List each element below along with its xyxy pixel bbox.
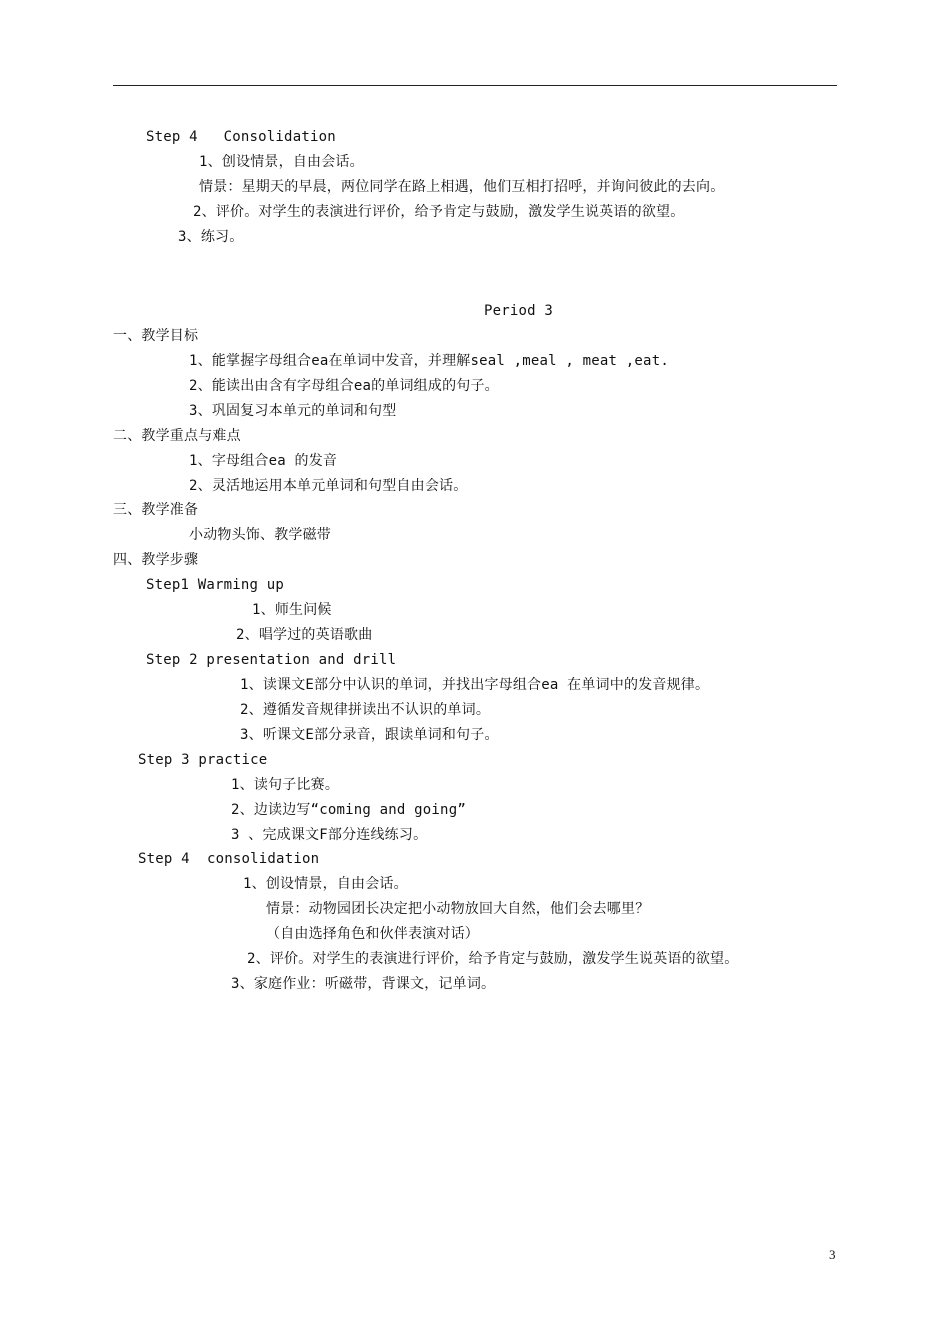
section-heading-4: 四、教学步骤 bbox=[113, 552, 199, 568]
page-number: 3 bbox=[829, 1247, 836, 1262]
step4-item-1: 1、创设情景，自由会话。 bbox=[199, 154, 364, 170]
goal-item-2: 2、能读出由含有字母组合ea的单词组成的句子。 bbox=[189, 378, 499, 394]
period-title: Period 3 bbox=[484, 303, 554, 319]
header-rule bbox=[113, 85, 837, 86]
step4-scenario: 情景：星期天的早晨，两位同学在路上相遇，他们互相打招呼，并询问彼此的去向。 bbox=[199, 179, 725, 195]
step4-item-3: 3、练习。 bbox=[178, 229, 244, 245]
step3-item-2: 2、边读边写“coming and going” bbox=[231, 802, 466, 818]
goal-item-3: 3、巩固复习本单元的单词和句型 bbox=[189, 403, 397, 419]
step4-heading: Step 4 Consolidation bbox=[146, 129, 336, 145]
section-heading-1: 一、教学目标 bbox=[113, 328, 199, 344]
focus-item-2: 2、灵活地运用本单元单词和句型自由会话。 bbox=[189, 478, 468, 494]
step4b-item-3: 3、家庭作业：听磁带，背课文，记单词。 bbox=[231, 976, 496, 992]
step4b-heading: Step 4 consolidation bbox=[138, 851, 320, 867]
step3-item-3: 3 、完成课文F部分连线练习。 bbox=[231, 827, 428, 843]
section-heading-2: 二、教学重点与难点 bbox=[113, 428, 241, 444]
step1-item-2: 2、唱学过的英语歌曲 bbox=[236, 627, 373, 643]
step4b-item-1: 1、创设情景，自由会话。 bbox=[243, 876, 408, 892]
step4b-scenario: 情景：动物园团长决定把小动物放回大自然，他们会去哪里？ bbox=[266, 901, 650, 917]
step4b-roleplay-note: （自由选择角色和伙伴表演对话） bbox=[266, 926, 479, 942]
step4-item-2: 2、评价。对学生的表演进行评价，给予肯定与鼓励，激发学生说英语的欲望。 bbox=[193, 204, 685, 220]
step2-item-2: 2、遵循发音规律拼读出不认识的单词。 bbox=[240, 702, 491, 718]
step1-item-1: 1、师生问候 bbox=[252, 602, 332, 618]
step3-heading: Step 3 practice bbox=[138, 752, 268, 768]
step1-heading: Step1 Warming up bbox=[146, 577, 285, 593]
preparation-text: 小动物头饰、教学磁带 bbox=[189, 527, 331, 543]
focus-item-1: 1、字母组合ea 的发音 bbox=[189, 453, 338, 469]
goal-item-1: 1、能掌握字母组合ea在单词中发音，并理解seal ,meal , meat ,eat. bbox=[189, 353, 669, 369]
step2-item-1: 1、读课文E部分中认识的单词，并找出字母组合ea 在单词中的发音规律。 bbox=[240, 677, 710, 693]
section-heading-3: 三、教学准备 bbox=[113, 502, 199, 518]
step3-item-1: 1、读句子比赛。 bbox=[231, 777, 340, 793]
step2-item-3: 3、听课文E部分录音，跟读单词和句子。 bbox=[240, 727, 499, 743]
step4b-item-2: 2、评价。对学生的表演进行评价，给予肯定与鼓励，激发学生说英语的欲望。 bbox=[247, 951, 739, 967]
step2-heading: Step 2 presentation and drill bbox=[146, 652, 397, 668]
